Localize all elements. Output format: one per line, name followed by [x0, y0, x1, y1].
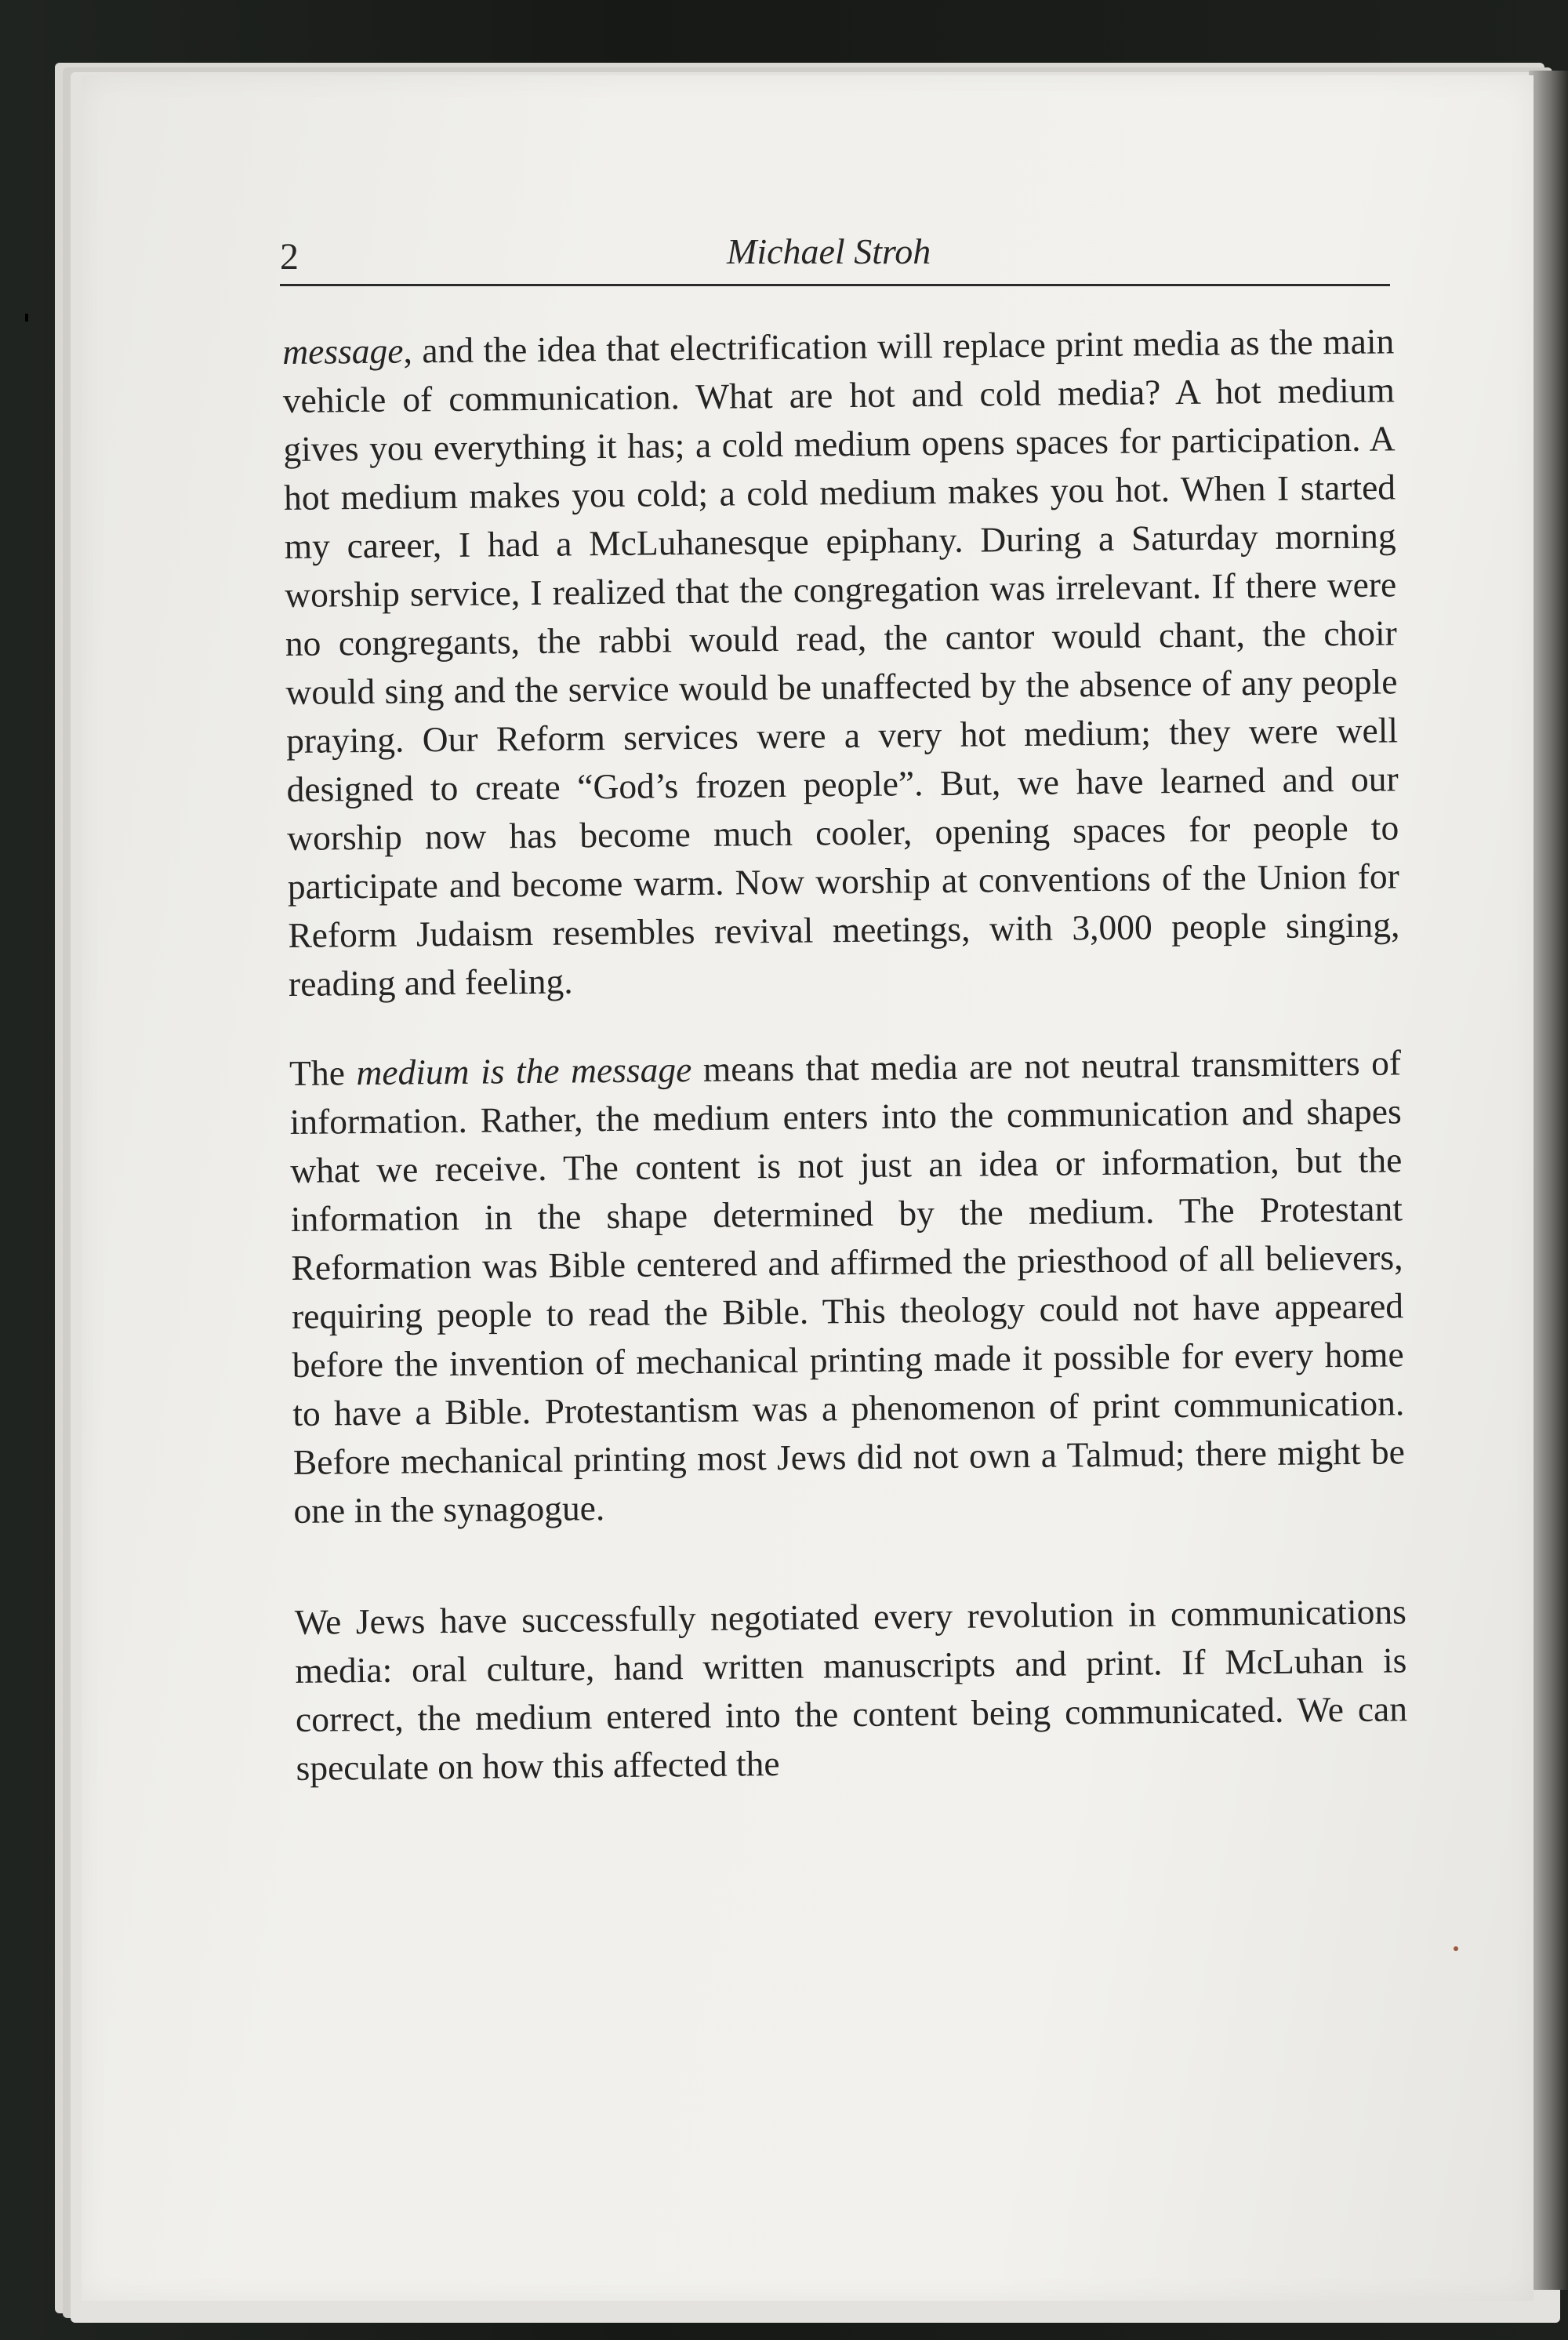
running-head: Michael Stroh	[727, 231, 931, 271]
paragraph	[295, 1587, 1408, 1793]
paragraph-text: means that media are not neutral transmitters of information. Rather, the medium enters into the communication and shapes what we receive. The content is not just an idea or information, but the information in the shape determined by the medium. The Protestant Reformation was Bible centered and affirmed the priesthood of all believers, requiring people to read the Bible. This theology could not have appeared before the invention of mechanical printing made it possible for every home to have a Bible. Protestantism was a phenomenon of print communication. Before mechanical printing most Jews did not own a Talmud; there might be one in the synagogue.	[289, 1042, 1406, 1531]
paragraph-text: , and the idea that electrification will replace print media as the main vehicle of communication. What are hot and cold media? A hot medium gives you everything it has; a cold medium opens spaces for participation. A hot medium makes you cold; a cold medium makes you hot. When I started my career, I had a McLuhanesque epiphany. During a Saturday morning worship service, I realized that the congregation was irrelevant. If there were no congregants, the rabbi would read, the cantor would chant, the choir would sing and the service would be unaffected by the absence of any people praying. Our Reform services were a very hot medium; they were well designed to create “God’s frozen people”. But, we have learned and our worship now has become much cooler, opening spaces for people to participate and become warm. Now worship at conventions of the Union for Reform Judaism resembles revival meetings, with 3,000 people singing, reading and feeling.	[282, 321, 1400, 1004]
binder-mark	[25, 314, 28, 322]
italic-term: medium is the message	[356, 1049, 692, 1093]
paragraph-text-lead: The	[289, 1052, 357, 1093]
italic-term: message	[282, 330, 404, 372]
book-spine-edge	[1529, 71, 1568, 2290]
paragraph-text: We Jews have successfully negotiated every revolution in communications media: oral culture, hand written manuscripts and print. If McLuhan is correct, the medium entered into the content being communicated. We can speculate on how this affected the	[294, 1591, 1408, 1788]
paragraph	[289, 1038, 1406, 1535]
page-number: 2	[280, 236, 299, 278]
ink-spot	[1454, 1946, 1458, 1951]
paragraph	[282, 317, 1400, 1008]
page-header	[280, 231, 1390, 286]
body-text	[282, 317, 1408, 1793]
